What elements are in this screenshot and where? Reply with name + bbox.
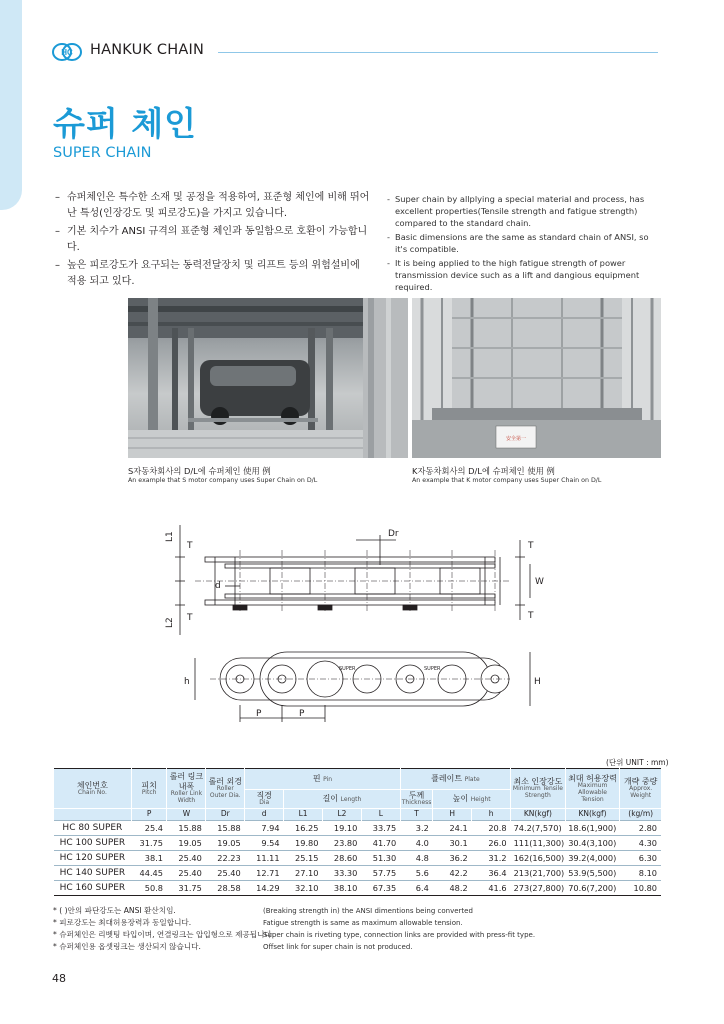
table-cell: 213(21,700) [511, 866, 566, 881]
table-cell: 6.30 [620, 851, 661, 866]
table-cell: 9.54 [245, 836, 284, 851]
table-cell: 5.6 [400, 866, 433, 881]
col-plate-height: 높이 Height [433, 790, 511, 809]
table-cell: 4.0 [400, 836, 433, 851]
photo-caption-en: An example that K motor company uses Super Chain on D/L [412, 477, 602, 484]
col-group-pin: 핀 Pin [245, 769, 401, 790]
sym-d: d [245, 809, 284, 821]
chain-top-view [175, 525, 530, 635]
table-cell: 25.15 [284, 851, 323, 866]
table-cell: 27.10 [284, 866, 323, 881]
sym-p: P [131, 809, 167, 821]
note-en-item: Fatigue strength is same as maximum allowable tension. [263, 919, 463, 928]
notes-ko-list [53, 905, 274, 953]
table-row [54, 866, 662, 881]
col-min-tensile: 최소 인장강도 Minimum Tensile Strength [511, 769, 566, 809]
table-row [54, 851, 662, 866]
dim-label-l2: L2 [165, 617, 175, 628]
table-cell: 67.35 [361, 881, 400, 896]
table-cell: 16.25 [284, 821, 323, 836]
note-ko-item: * 슈퍼체인용 옵셋링크는 생산되지 않습니다. [53, 941, 201, 951]
symbol-row [54, 809, 662, 821]
sym-t: T [400, 809, 433, 821]
dim-label-p: P [256, 709, 262, 719]
chain-no-cell: HC 120 SUPER [54, 851, 132, 866]
col-plate-thickness: 두께 Thickness [400, 790, 433, 809]
table-cell: 48.2 [433, 881, 472, 896]
col-pin-dia: 직경 Dia [245, 790, 284, 809]
table-cell: 39.2(4,000) [565, 851, 620, 866]
table-cell: 44.45 [131, 866, 167, 881]
table-cell: 10.80 [620, 881, 661, 896]
dim-label-t: T [187, 541, 193, 551]
safety-sign-text: 安全第一 [505, 436, 527, 442]
brand-name: HANKUK CHAIN [90, 42, 204, 58]
table-cell: 111(11,300) [511, 836, 566, 851]
table-cell: 41.6 [472, 881, 511, 896]
table-cell: 20.8 [472, 821, 511, 836]
col-weight: 개략 중량 Approx. Weight [620, 769, 661, 809]
unit-note: (단위 UNIT : mm) [606, 758, 669, 767]
dim-label-l1: L1 [165, 531, 175, 542]
table-cell: 36.4 [472, 866, 511, 881]
table-cell: 8.10 [620, 866, 661, 881]
table-cell: 53.9(5,500) [565, 866, 620, 881]
intro-ko-item: – 높은 피로강도가 요구되는 동력전달장치 및 리프트 등의 위험설비에 적용 되고 있다. [55, 258, 370, 289]
table-cell: 2.80 [620, 821, 661, 836]
table-cell: 18.6(1,900) [565, 821, 620, 836]
table-cell: 162(16,500) [511, 851, 566, 866]
intro-en-item: - Basic dimensions are the same as standard chain of ANSI, so it's compatible. [387, 231, 659, 255]
photo-caption-ko: S자동차회사의 D/L에 슈퍼체인 使用 例 [128, 466, 271, 476]
dim-label-t: T [187, 613, 193, 623]
chain-no-cell: HC 80 SUPER [54, 821, 132, 836]
table-cell: 4.8 [400, 851, 433, 866]
table-cell: 31.75 [131, 836, 167, 851]
hankuk-chain-logo [52, 43, 82, 61]
sym-l2: L2 [322, 809, 361, 821]
chain-technical-drawing [160, 520, 560, 740]
col-chain-no: 체인번호 Chain No. [54, 769, 132, 809]
table-cell: 42.2 [433, 866, 472, 881]
table-cell: 26.0 [472, 836, 511, 851]
dim-label-w: W [535, 577, 544, 587]
table-cell: 11.11 [245, 851, 284, 866]
intro-ko-item: – 슈퍼체인은 특수한 소재 및 공정을 적용하여, 표준형 체인에 비해 뛰어난 특성(인장강도 및 피로강도)을 가지고 있습니다. [55, 190, 370, 221]
intro-ko-item: – 기본 치수가 ANSI 규격의 표준형 체인과 동일함으로 호환이 가능합니다. [55, 224, 370, 255]
plate-marking-text: SUPER [339, 666, 356, 672]
sym-kn-tensile: KN(kgf) [511, 809, 566, 821]
table-cell: 12.71 [245, 866, 284, 881]
note-en-item: (Breaking strength in) the ANSI dimentions being converted [263, 907, 473, 915]
table-cell: 28.58 [206, 881, 245, 896]
page-title-ko: 슈퍼 체인 [53, 104, 198, 143]
table-cell: 25.40 [206, 866, 245, 881]
logo-text: HC [61, 48, 73, 57]
chain-no-cell: HC 100 SUPER [54, 836, 132, 851]
table-cell: 31.75 [167, 881, 206, 896]
table-cell: 273(27,800) [511, 881, 566, 896]
table-cell: 41.70 [361, 836, 400, 851]
table-cell: 23.80 [322, 836, 361, 851]
chain-no-cell: HC 140 SUPER [54, 866, 132, 881]
intro-en-list [387, 193, 659, 295]
table-cell: 3.2 [400, 821, 433, 836]
table-cell: 36.2 [433, 851, 472, 866]
intro-ko-list [55, 190, 370, 292]
table-row [54, 881, 662, 896]
sym-w: W [167, 809, 206, 821]
table-cell: 38.1 [131, 851, 167, 866]
table-cell: 50.8 [131, 881, 167, 896]
header-rule [218, 52, 658, 53]
table-cell: 25.40 [167, 851, 206, 866]
table-cell: 19.05 [206, 836, 245, 851]
table-cell: 4.30 [620, 836, 661, 851]
table-cell: 70.6(7,200) [565, 881, 620, 896]
note-ko-item: * ( )안의 파단강도는 ANSI 환산치임. [53, 906, 176, 915]
dim-label-t: T [528, 611, 534, 621]
table-cell: 19.05 [167, 836, 206, 851]
table-cell: 15.88 [206, 821, 245, 836]
photo-caption-ko: K자동차회사의 D/L에 슈퍼체인 使用 例 [412, 466, 555, 476]
table-cell: 22.23 [206, 851, 245, 866]
photo-caption-en: An example that S motor company uses Super Chain on D/L [128, 477, 318, 484]
table-cell: 32.10 [284, 881, 323, 896]
dim-label-p: P [299, 709, 305, 719]
chain-no-cell: HC 160 SUPER [54, 881, 132, 896]
dim-label-dr: Dr [388, 529, 399, 539]
dim-label-h: h [184, 677, 190, 687]
table-cell: 24.1 [433, 821, 472, 836]
page-number: 48 [52, 972, 66, 985]
dim-label-d: d [215, 581, 221, 591]
table-row [54, 821, 662, 836]
dim-label-t: T [528, 541, 534, 551]
table-cell: 7.94 [245, 821, 284, 836]
table-cell: 57.75 [361, 866, 400, 881]
note-ko-item: * 슈퍼체인은 리벳팅 타입이며, 연결링크는 압입형으로 제공됩니다. [53, 929, 275, 939]
table-cell: 33.30 [322, 866, 361, 881]
page-title-en: SUPER CHAIN [53, 145, 152, 161]
table-cell: 14.29 [245, 881, 284, 896]
col-pitch: 피치 Pitch [131, 769, 167, 809]
col-roller-outer-dia: 롤러 외경 Roller Outer Dia. [206, 769, 245, 809]
table-cell: 25.4 [131, 821, 167, 836]
table-cell: 30.1 [433, 836, 472, 851]
table-cell: 74.2(7,570) [511, 821, 566, 836]
photo-k-motor-line [412, 298, 661, 458]
table-cell: 6.4 [400, 881, 433, 896]
spec-table [53, 768, 661, 896]
sym-kgm: (kg/m) [620, 809, 661, 821]
note-en-item: Super chain is riveting type, connection links are provided with press-fit type. [263, 931, 536, 940]
side-tab [0, 0, 22, 210]
spec-table-body [54, 821, 662, 896]
table-cell: 30.4(3,100) [565, 836, 620, 851]
table-cell: 15.88 [167, 821, 206, 836]
table-cell: 28.60 [322, 851, 361, 866]
table-cell: 31.2 [472, 851, 511, 866]
note-en-item: Offset link for super chain is not produced. [263, 943, 413, 952]
sym-l: L [361, 809, 400, 821]
sym-dr: Dr [206, 809, 245, 821]
table-cell: 51.30 [361, 851, 400, 866]
sym-h-upper: H [433, 809, 472, 821]
photo-s-motor-line [128, 298, 408, 458]
table-cell: 38.10 [322, 881, 361, 896]
sym-h: h [472, 809, 511, 821]
table-cell: 19.80 [284, 836, 323, 851]
sym-l1: L1 [284, 809, 323, 821]
photo-s-motor-illustration [128, 298, 408, 458]
intro-en-item: - Super chain by allplying a special material and process, has excellent properties(Tensile strength and fatigue strength) compared to the standard chain. [387, 193, 659, 229]
notes-en-list [263, 905, 535, 953]
table-row [54, 836, 662, 851]
col-roller-link-width: 롤러 링크내폭 Roller Link Width [167, 769, 206, 809]
chain-side-view [195, 652, 530, 722]
dim-label-h-upper: H [534, 677, 541, 687]
col-group-plate: 플레이트 Plate [400, 769, 510, 790]
col-max-allowable: 최대 허용장력 Maximum Allowable Tension [565, 769, 620, 809]
table-cell: 19.10 [322, 821, 361, 836]
sym-kn-allow: KN(kgf) [565, 809, 620, 821]
table-cell: 25.40 [167, 866, 206, 881]
plate-marking-text: SUPER [424, 666, 441, 672]
intro-en-item: - It is being applied to the high fatigue strength of power transmission device such as a lift and dangious equipment required. [387, 257, 659, 293]
col-pin-length: 길이 Length [284, 790, 401, 809]
table-cell: 33.75 [361, 821, 400, 836]
photo-k-motor-illustration [412, 298, 661, 458]
note-ko-item: * 피로강도는 최대허용장력과 동일합니다. [53, 917, 192, 927]
